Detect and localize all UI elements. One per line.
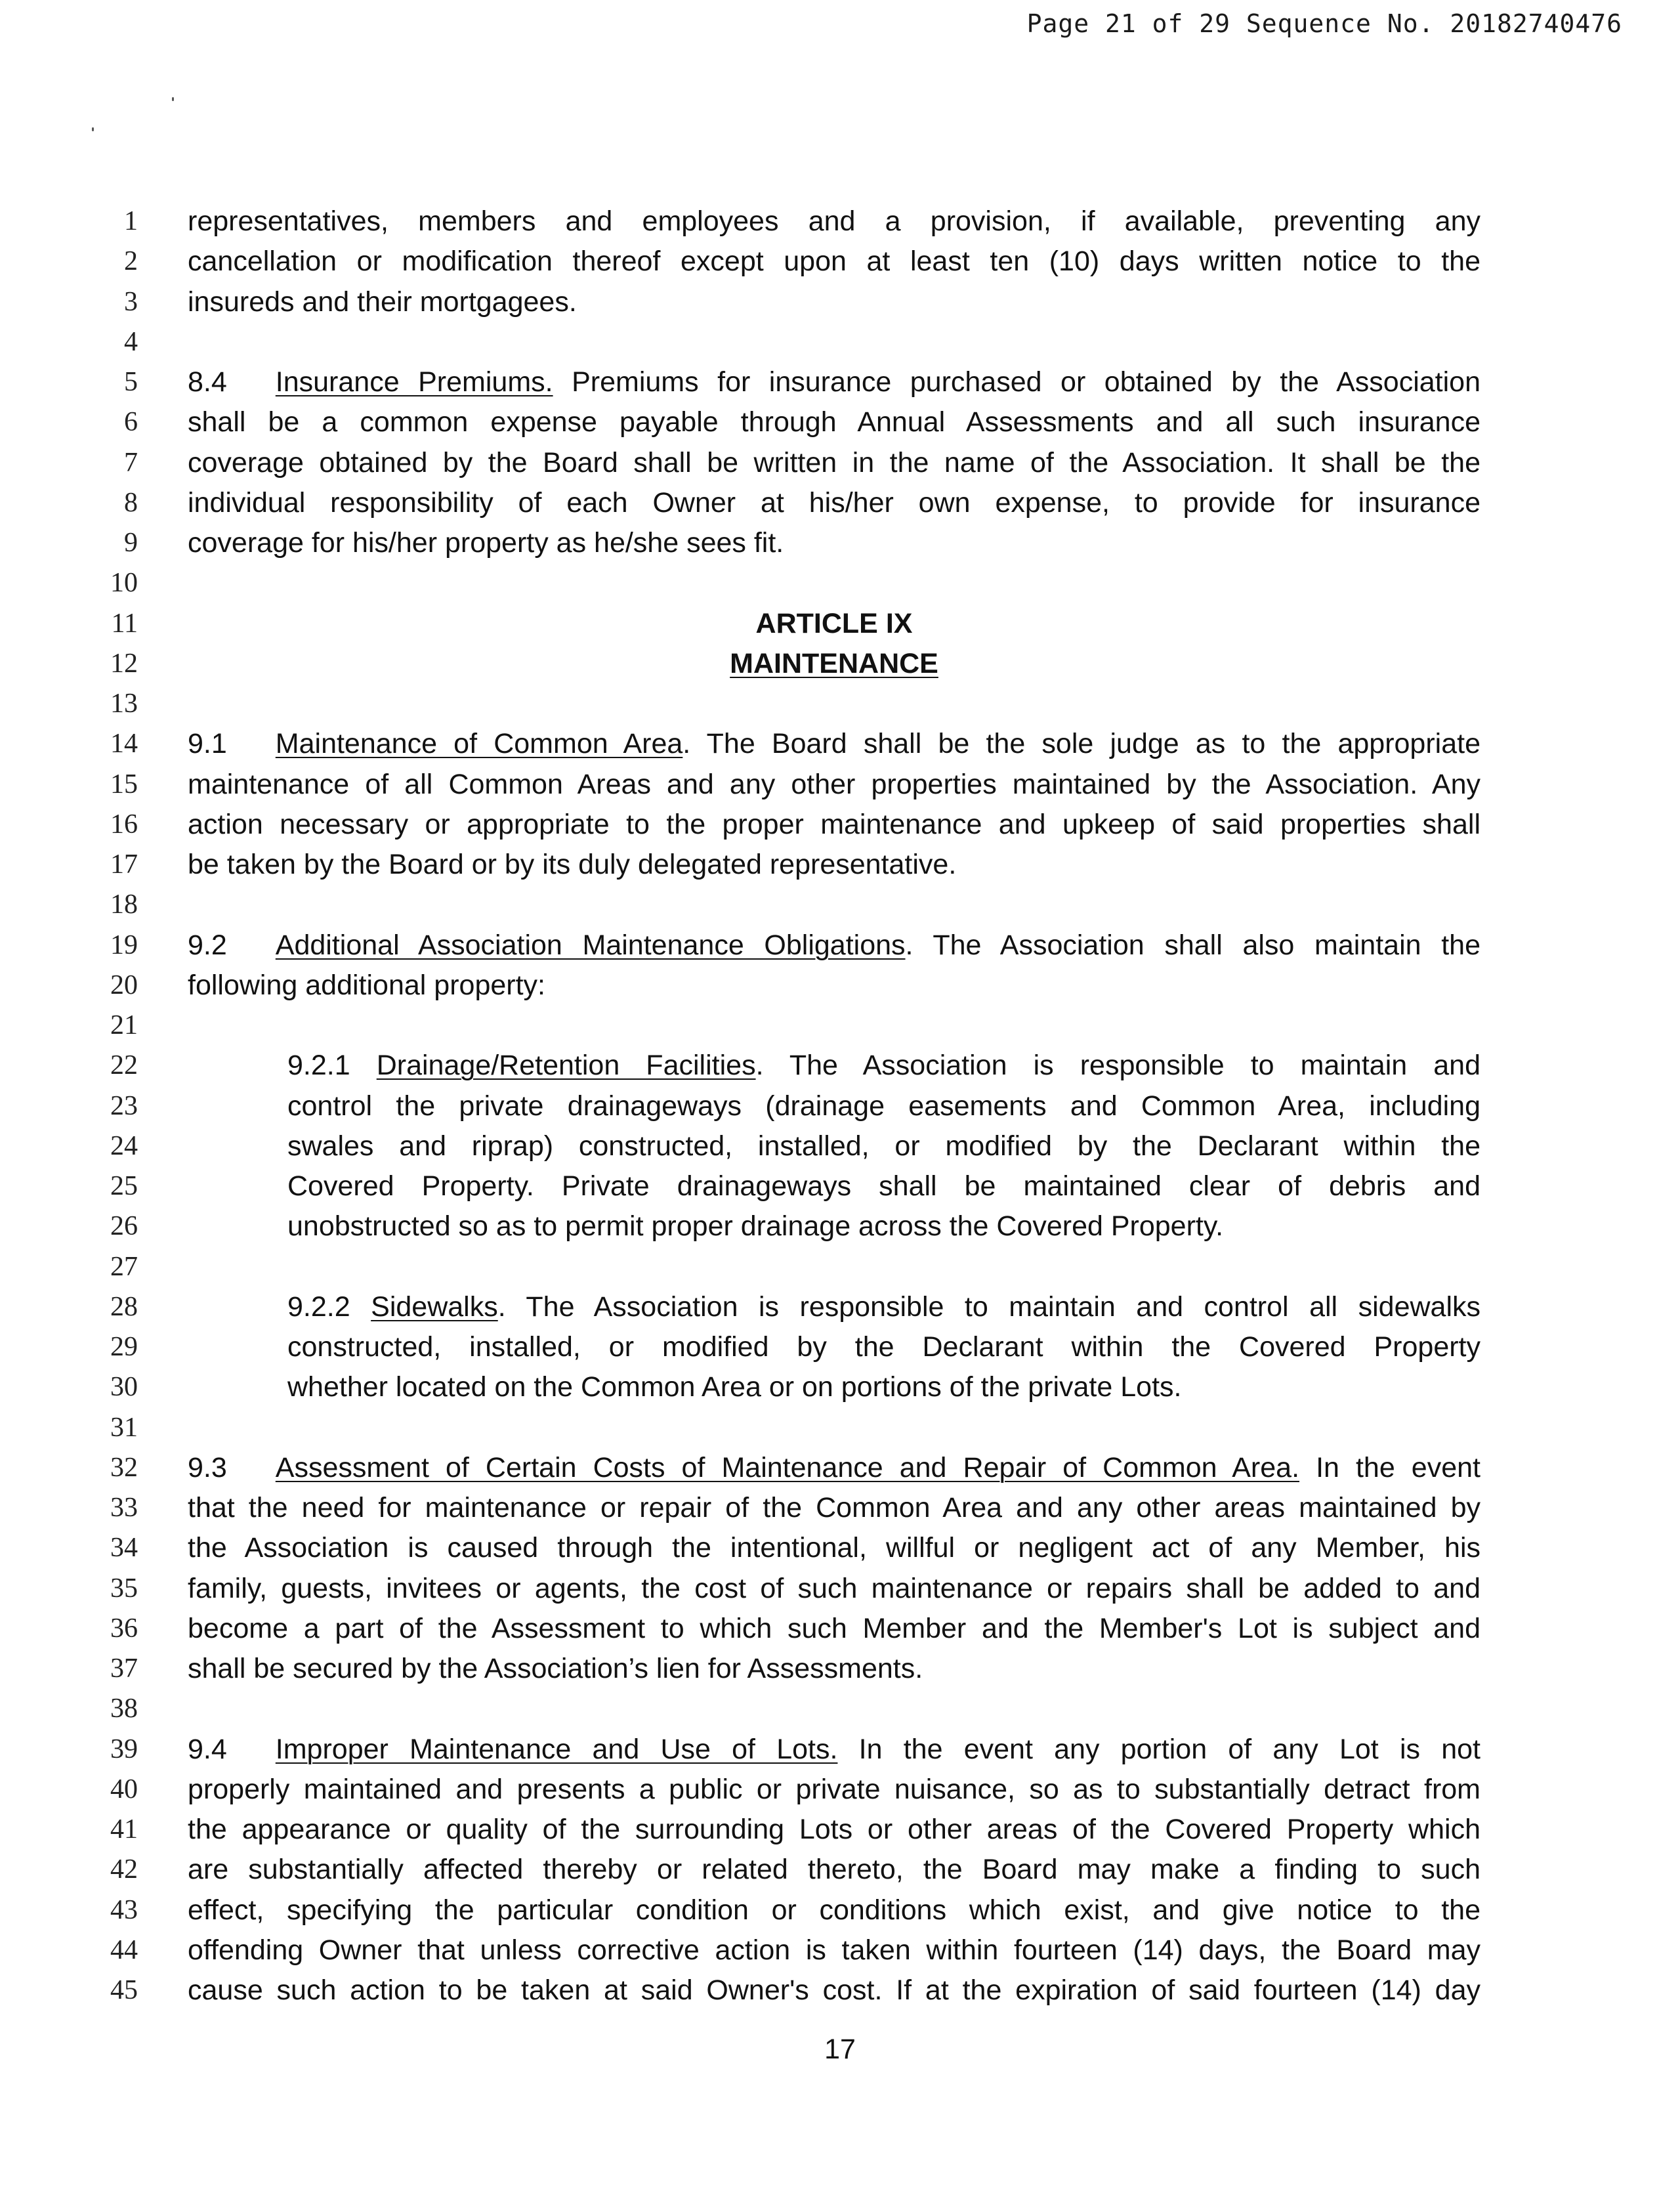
line-number: 21 xyxy=(110,1010,138,1040)
document-line xyxy=(0,563,1680,603)
text-run: properly maintained and presents a public or private nuisance, so as to substantially detract from xyxy=(188,1773,1480,1805)
line-text xyxy=(188,925,1480,966)
line-text xyxy=(287,1086,1480,1126)
document-line xyxy=(0,1527,1680,1568)
line-text xyxy=(188,1527,1480,1568)
line-number: 30 xyxy=(110,1372,138,1403)
section-title: MAINTENANCE xyxy=(730,647,938,679)
document-line xyxy=(0,1005,1680,1046)
line-number: 12 xyxy=(110,648,138,679)
line-number: 26 xyxy=(110,1211,138,1242)
text-run: 9.2 xyxy=(188,929,227,961)
line-text xyxy=(188,1970,1480,2011)
article-heading xyxy=(188,643,1480,684)
document-line xyxy=(0,844,1680,885)
document-line xyxy=(0,1086,1680,1126)
text-run: . The Association is responsible to maintain and control all sidewalks xyxy=(497,1290,1481,1323)
document-line xyxy=(0,241,1680,282)
text-run: . The Association is responsible to maintain and xyxy=(755,1050,1480,1082)
line-number: 9 xyxy=(124,528,138,558)
section-title: Assessment of Certain Costs of Maintenance and Repair of Common Area. xyxy=(275,1451,1300,1483)
line-number: 11 xyxy=(111,608,138,639)
text-run: maintenance of all Common Areas and any other properties maintained by the Association. Any xyxy=(188,768,1480,800)
line-number: 37 xyxy=(110,1653,138,1684)
line-number: 17 xyxy=(110,849,138,880)
line-text xyxy=(188,764,1480,805)
line-text xyxy=(188,522,1480,563)
line-text xyxy=(188,1849,1480,1890)
text-run: 9.3 xyxy=(188,1451,227,1483)
text-run: action necessary or appropriate to the proper maintenance and upkeep of said properties shall xyxy=(188,808,1480,840)
line-text xyxy=(188,723,1480,764)
section-title: Additional Association Maintenance Obligations xyxy=(275,929,906,961)
document-line xyxy=(0,1648,1680,1689)
line-number: 44 xyxy=(110,1934,138,1965)
document-line xyxy=(0,925,1680,966)
line-text xyxy=(188,804,1480,845)
document-line xyxy=(0,1809,1680,1850)
document-line xyxy=(0,522,1680,563)
text-run: In the event any portion of any Lot is not xyxy=(837,1733,1480,1765)
line-number: 27 xyxy=(110,1251,138,1282)
document-line xyxy=(0,1045,1680,1086)
line-number: 19 xyxy=(110,929,138,960)
document-line xyxy=(0,1166,1680,1206)
text-run: In the event xyxy=(1299,1451,1480,1483)
text-run: be taken by the Board or by its duly delegated representative. xyxy=(188,849,957,880)
line-number: 29 xyxy=(110,1332,138,1362)
line-number: 23 xyxy=(110,1090,138,1121)
line-text xyxy=(188,1930,1480,1971)
text-run: control the private drainageways (drainage easements and Common Area, including xyxy=(287,1090,1480,1122)
text-run: representatives, members and employees and a provision, if available, preventing any xyxy=(188,205,1480,237)
line-number: 3 xyxy=(124,286,138,317)
line-text xyxy=(188,1729,1480,1770)
document-line xyxy=(0,723,1680,764)
text-run: the appearance or quality of the surrounding Lots or other areas of the Covered Property which xyxy=(188,1814,1480,1845)
document-line xyxy=(0,1247,1680,1287)
text-run: coverage for his/her property as he/she sees fit. xyxy=(188,527,784,559)
article-heading xyxy=(188,603,1480,644)
line-text xyxy=(188,844,1480,885)
text-run: the Association is caused through the intentional, willful or negligent act of any Member, his xyxy=(188,1532,1480,1564)
line-text xyxy=(287,1045,1480,1086)
line-text xyxy=(287,1166,1480,1206)
document-line xyxy=(0,322,1680,362)
line-number: 41 xyxy=(110,1814,138,1844)
line-number: 43 xyxy=(110,1894,138,1925)
line-text xyxy=(188,1648,1480,1689)
text-run: swales and riprap) constructed, installed, or modified by the Declarant within the xyxy=(287,1130,1480,1162)
line-number: 22 xyxy=(110,1050,138,1081)
scan-speck xyxy=(92,127,94,131)
text-run: 8.4 xyxy=(188,366,227,398)
document-line xyxy=(0,965,1680,1006)
line-number: 5 xyxy=(124,367,138,397)
text-run: ARTICLE IX xyxy=(755,607,913,639)
line-number: 8 xyxy=(124,487,138,518)
page-number-footer: 17 xyxy=(824,2034,856,2065)
document-line xyxy=(0,1890,1680,1930)
document-line xyxy=(0,1930,1680,1971)
document-line xyxy=(0,282,1680,322)
line-number: 25 xyxy=(110,1171,138,1201)
document-line xyxy=(0,1608,1680,1649)
line-number: 35 xyxy=(110,1573,138,1604)
line-text xyxy=(188,1447,1480,1488)
line-text xyxy=(188,482,1480,523)
text-run: shall be a common expense payable through Annual Assessments and all such insurance xyxy=(188,406,1480,438)
text-run: effect, specifying the particular condition or conditions which exist, and give notice to the xyxy=(188,1894,1480,1926)
document-line xyxy=(0,402,1680,442)
text-run: become a part of the Assessment to which such Member and the Member's Lot is subject and xyxy=(188,1612,1480,1644)
line-text xyxy=(188,442,1480,483)
line-number: 16 xyxy=(110,809,138,840)
document-line xyxy=(0,1729,1680,1770)
line-number: 36 xyxy=(110,1613,138,1644)
document-line xyxy=(0,1568,1680,1609)
text-run: constructed, installed, or modified by the Declarant within the Covered Property xyxy=(287,1331,1480,1363)
document-line xyxy=(0,603,1680,644)
document-line xyxy=(0,1769,1680,1810)
line-number: 24 xyxy=(110,1130,138,1161)
line-number: 40 xyxy=(110,1774,138,1804)
text-run: . The Board shall be the sole judge as to the appropriate xyxy=(682,728,1480,760)
document-line xyxy=(0,643,1680,684)
line-number: 14 xyxy=(110,729,138,759)
text-run: 9.2.2 xyxy=(287,1290,371,1323)
text-run: following additional property: xyxy=(188,969,545,1001)
section-title: Insurance Premiums. xyxy=(275,366,553,398)
line-number: 15 xyxy=(110,769,138,799)
line-text xyxy=(188,1890,1480,1930)
document-line xyxy=(0,1287,1680,1327)
text-run: unobstructed so as to permit proper drainage across the Covered Property. xyxy=(287,1210,1224,1243)
line-number: 45 xyxy=(110,1975,138,2005)
section-title: Improper Maintenance and Use of Lots. xyxy=(275,1733,838,1765)
document-line xyxy=(0,1849,1680,1890)
text-run: Premiums for insurance purchased or obtained by the Association xyxy=(553,366,1480,398)
line-text xyxy=(188,1608,1480,1649)
line-text xyxy=(188,1487,1480,1528)
line-number: 1 xyxy=(124,206,138,236)
line-number: 42 xyxy=(110,1854,138,1885)
line-number: 10 xyxy=(110,568,138,599)
text-run: cause such action to be taken at said Owner's cost. If at the expiration of said fourteen (14) day xyxy=(188,1974,1480,2006)
line-text xyxy=(188,1769,1480,1810)
line-text xyxy=(188,201,1480,242)
document-line xyxy=(0,1487,1680,1528)
document-line xyxy=(0,1970,1680,2011)
text-run: offending Owner that unless corrective action is taken within fourteen (14) days, the Board may xyxy=(188,1934,1480,1966)
section-title: Drainage/Retention Facilities xyxy=(376,1050,756,1082)
section-title: Sidewalks xyxy=(371,1290,498,1323)
text-run: insureds and their mortgagees. xyxy=(188,286,577,318)
line-text xyxy=(188,1809,1480,1850)
text-run: that the need for maintenance or repair of the Common Area and any other areas maintained by xyxy=(188,1492,1480,1524)
line-number: 38 xyxy=(110,1694,138,1724)
document-line xyxy=(0,482,1680,523)
document-line xyxy=(0,1327,1680,1367)
line-number: 4 xyxy=(124,326,138,357)
line-number: 20 xyxy=(110,970,138,1000)
text-run: Covered Property. Private drainageways shall be maintained clear of debris and xyxy=(287,1170,1480,1202)
text-run: family, guests, invitees or agents, the cost of such maintenance or repairs shall be added to and xyxy=(188,1572,1480,1604)
line-number: 33 xyxy=(110,1493,138,1523)
line-number: 6 xyxy=(124,407,138,438)
line-number: 2 xyxy=(124,246,138,277)
line-text xyxy=(188,282,1480,322)
line-number: 32 xyxy=(110,1452,138,1483)
line-text xyxy=(188,362,1480,402)
text-run: . The Association shall also maintain the xyxy=(905,929,1480,961)
line-number: 28 xyxy=(110,1291,138,1322)
line-number: 13 xyxy=(110,689,138,719)
line-number: 34 xyxy=(110,1533,138,1564)
document-line xyxy=(0,1447,1680,1488)
page-sequence-header: Page 21 of 29 Sequence No. 20182740476 xyxy=(1026,9,1622,38)
line-text xyxy=(287,1327,1480,1367)
line-text xyxy=(188,241,1480,282)
text-run: cancellation or modification thereof except upon at least ten (10) days written notice to the xyxy=(188,245,1480,278)
line-text xyxy=(188,402,1480,442)
line-number: 39 xyxy=(110,1734,138,1764)
text-run: 9.1 xyxy=(188,728,227,760)
line-text xyxy=(287,1206,1480,1247)
text-run: are substantially affected thereby or related thereto, the Board may make a finding to such xyxy=(188,1854,1480,1886)
text-run: 9.4 xyxy=(188,1733,227,1765)
line-text xyxy=(188,965,1480,1006)
document-line xyxy=(0,884,1680,925)
document-line xyxy=(0,1407,1680,1448)
line-number: 31 xyxy=(110,1412,138,1443)
document-line xyxy=(0,442,1680,483)
line-text xyxy=(287,1367,1480,1407)
line-text xyxy=(188,1568,1480,1609)
line-text xyxy=(287,1287,1480,1327)
text-run: coverage obtained by the Board shall be written in the name of the Association. It shall be the xyxy=(188,446,1480,479)
document-line xyxy=(0,683,1680,724)
document-line xyxy=(0,764,1680,805)
document-line xyxy=(0,362,1680,402)
line-number: 7 xyxy=(124,447,138,478)
document-line xyxy=(0,1367,1680,1407)
text-run: 9.2.1 xyxy=(287,1050,377,1082)
document-line xyxy=(0,1206,1680,1247)
line-number: 18 xyxy=(110,889,138,920)
document-line xyxy=(0,201,1680,242)
text-run: shall be secured by the Association’s lien for Assessments. xyxy=(188,1653,923,1684)
text-run: whether located on the Common Area or on portions of the private Lots. xyxy=(287,1371,1182,1403)
scan-speck xyxy=(172,97,174,101)
text-run: individual responsibility of each Owner at his/her own expense, to provide for insurance xyxy=(188,486,1480,519)
section-title: Maintenance of Common Area xyxy=(275,728,683,760)
document-line xyxy=(0,1688,1680,1729)
document-line xyxy=(0,1126,1680,1166)
line-text xyxy=(287,1126,1480,1166)
document-line xyxy=(0,804,1680,845)
